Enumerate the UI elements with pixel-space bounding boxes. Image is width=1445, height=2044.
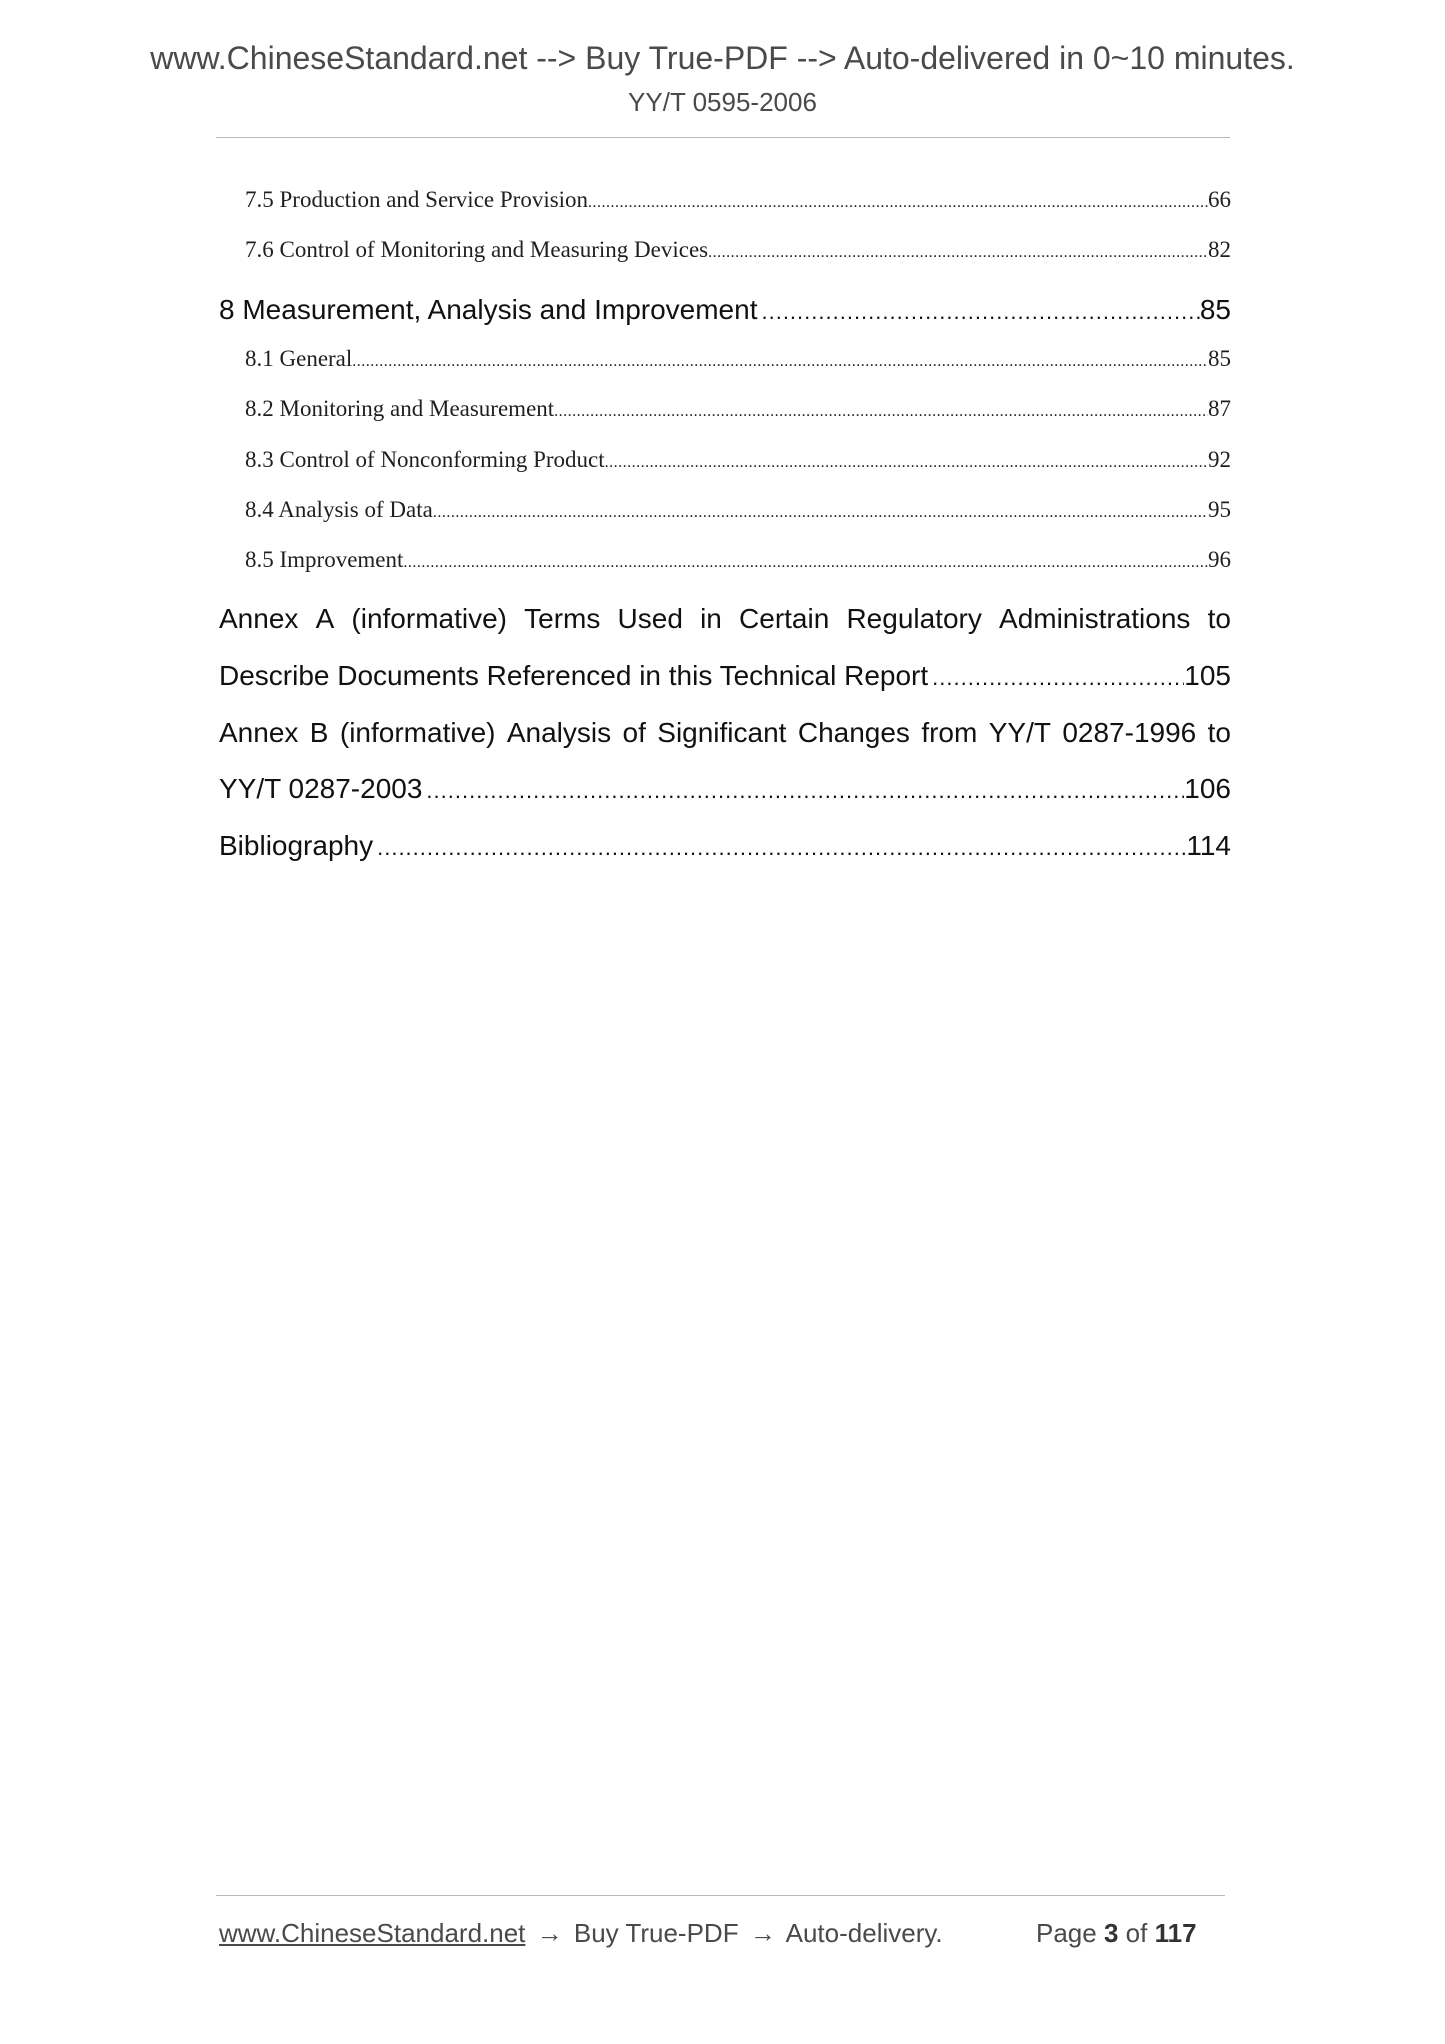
toc-dot-leader — [928, 665, 1184, 691]
toc-entry-8-4[interactable] — [245, 497, 1231, 523]
toc-entry-7-6[interactable] — [245, 237, 1231, 263]
toc-annex-a-line2[interactable] — [219, 660, 1231, 692]
toc-entry-7-5[interactable] — [245, 187, 1231, 213]
page-total: 117 — [1154, 1918, 1197, 1948]
toc-entry-page: 105 — [1184, 660, 1231, 691]
toc-entry-page: 85 — [1199, 294, 1231, 325]
toc-entry-page: 96 — [1208, 547, 1231, 572]
toc-dot-leader — [554, 403, 1208, 421]
annex-word: Regulatory — [846, 603, 982, 634]
header-divider — [216, 137, 1230, 138]
annex-word: Used — [617, 603, 683, 634]
toc-entry-8-3[interactable] — [245, 447, 1231, 473]
annex-word: of — [622, 717, 646, 748]
toc-dot-leader — [605, 454, 1208, 472]
toc-entry-8-1[interactable] — [245, 346, 1231, 372]
annex-word: 0287-1996 — [1062, 717, 1197, 748]
page-indicator — [1036, 1918, 1197, 1949]
annex-word: to — [1207, 603, 1231, 634]
annex-word: Terms — [524, 603, 601, 634]
toc-annex-b-line1[interactable] — [219, 717, 1231, 749]
annex-word: (informative) — [339, 717, 496, 748]
arrow-right-icon: → — [749, 1918, 776, 1948]
standard-code: YY/T 0595-2006 — [628, 87, 817, 117]
toc-entry-page: 106 — [1184, 773, 1231, 804]
annex-word: Significant — [657, 717, 787, 748]
annex-word: Certain — [739, 603, 830, 634]
toc-entry-title: 8.4 Analysis of Data — [245, 497, 433, 522]
toc-entry-title: 7.5 Production and Service Provision — [245, 187, 589, 212]
toc-annex-b-line2[interactable] — [219, 773, 1231, 805]
footer-delivery-text: Auto-delivery. — [785, 1918, 943, 1948]
toc-dot-leader — [708, 244, 1208, 262]
toc-entry-8-2[interactable] — [245, 396, 1231, 422]
annex-word: Changes — [797, 717, 910, 748]
toc-entry-page: 95 — [1208, 497, 1231, 522]
toc-entry-title: Bibliography — [219, 830, 374, 861]
annex-word: (informative) — [351, 603, 507, 634]
toc-entry-title: 8.3 Control of Nonconforming Product — [245, 447, 605, 472]
toc-entry-title: YY/T 0287-2003 — [219, 773, 423, 804]
annex-word: in — [700, 603, 722, 634]
toc-bibliography[interactable] — [219, 830, 1231, 862]
annex-word: to — [1207, 717, 1231, 748]
toc-dot-leader — [422, 778, 1184, 804]
toc-dot-leader — [373, 835, 1186, 861]
annex-word: Administrations — [999, 603, 1191, 634]
toc-dot-leader — [757, 299, 1199, 325]
toc-entry-page: 82 — [1208, 237, 1231, 262]
toc-entry-title: Describe Documents Referenced in this Technical Report — [219, 660, 929, 691]
toc-dot-leader — [433, 504, 1208, 522]
header-banner: www.ChineseStandard.net --> Buy True-PDF --> Auto-delivered in 0~10 minutes. — [150, 40, 1295, 76]
footer-divider — [216, 1895, 1225, 1896]
toc-entry-page: 66 — [1208, 187, 1231, 212]
toc-entry-title: 8.2 Monitoring and Measurement — [245, 396, 555, 421]
toc-entry-page: 114 — [1186, 830, 1231, 861]
toc-dot-leader — [352, 353, 1208, 371]
toc-entry-title: 8 Measurement, Analysis and Improvement — [219, 294, 758, 325]
toc-entry-8[interactable] — [219, 294, 1231, 326]
page-label: Page — [1036, 1918, 1097, 1948]
toc-entry-title: 8.5 Improvement — [245, 547, 404, 572]
annex-word: B — [309, 717, 329, 748]
annex-word: Annex — [219, 603, 299, 634]
annex-word: A — [315, 603, 335, 634]
footer-site-link[interactable]: www.ChineseStandard.net — [219, 1918, 526, 1948]
toc-entry-page: 92 — [1208, 447, 1231, 472]
toc-dot-leader — [403, 554, 1208, 572]
toc-annex-a-line1[interactable] — [219, 603, 1231, 635]
arrow-right-icon: → — [536, 1918, 563, 1948]
footer-promo — [219, 1918, 943, 1949]
annex-word: YY/T — [988, 717, 1051, 748]
toc-entry-page: 85 — [1208, 346, 1231, 371]
toc-entry-title: 8.1 General — [245, 346, 353, 371]
toc-entry-8-5[interactable] — [245, 547, 1231, 573]
page-of-label: of — [1125, 1918, 1148, 1948]
footer-buy-text: Buy True-PDF — [573, 1918, 739, 1948]
annex-word: Analysis — [506, 717, 612, 748]
toc-dot-leader — [588, 194, 1208, 212]
page-current: 3 — [1103, 1918, 1119, 1948]
toc-entry-title: 7.6 Control of Monitoring and Measuring Devices — [245, 237, 709, 262]
toc-entry-page: 87 — [1208, 396, 1231, 421]
annex-word: Annex — [219, 717, 299, 748]
annex-word: from — [921, 717, 978, 748]
